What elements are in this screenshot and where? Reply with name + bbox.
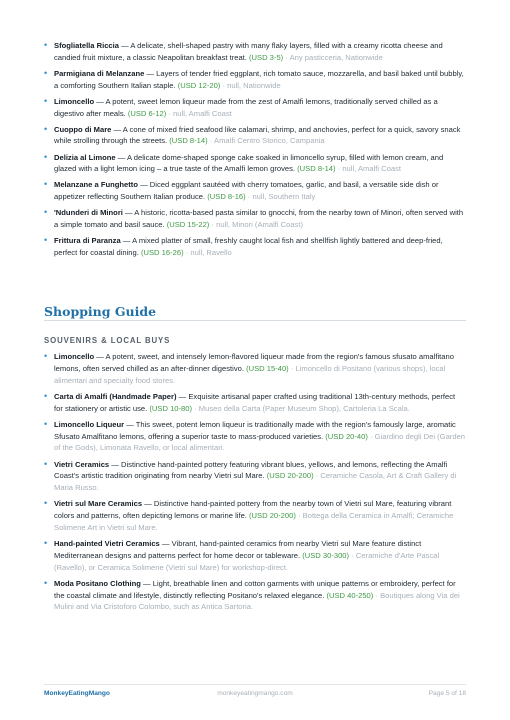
list-item: • Moda Positano Clothing — Light, breathable linen and cotton garments with unique patterns or embroidery, perfect for the coastal climate and lifestyle, distinctly reflecting Positano's relaxed elegance. (USD 40-250) · Boutiques along Via dei Mulini and Via Cristoforo Colombo, such as Antica Sartoria. [44,577,460,612]
item-price: (USD 20-200) [249,511,296,521]
item-location: Ceramiche d'Arte Pascal (Ravello), or Ceramica Solimene (Vietri sul Mare) for workshop-direct. [54,550,440,572]
list-item: • Cuoppo di Mare — A cone of mixed fried seafood like calamari, shrimp, and anchovies, perfect for a quick, savory snack while strolling through the streets. (USD 8-14) · Amalfi Centro Storico, Campania [44,123,461,146]
item-name: Limoncello [54,352,95,361]
section-subheading: SOUVENIRS & LOCAL BUYS [44,336,171,345]
list-item: • Carta di Amalfi (Handmade Paper) — Exquisite artisanal paper crafted using traditional 13th-century methods, perfect for stationery or artistic use. (USD 10-80) · Museo della Carta (Paper Museum Shop), Cartoleria La Scala. [44,390,456,413]
item-name: Melanzane a Funghetto [54,180,138,190]
item-name: Cuoppo di Mare [54,124,112,134]
item-description: Exquisite artisanal paper crafted using traditional 13th-century methods, perfect for stationery or artistic use. [54,391,456,413]
item-price: (USD 8-14) [297,164,336,174]
list-item: • Vietri Ceramics — Distinctive hand-painted pottery featuring vibrant blues, yellows, and lemons, reflecting the Amalfi Coast's artistic tradition originating from nearby Vietri sul Mare. (USD 20-200) · Ceramiche Casola, Art & Craft Gallery di Maria Russo. [44,458,457,493]
list-item: • Vietri sul Mare Ceramics — Distinctive hand-painted pottery from the nearby town of Vietri sul Mare, featuring vibrant colors and patterns, often depicting lemons or marine life. (USD 20-200) · Bottega della Ceramica in Amalfi; Ceramiche Solimene Art in Vietri sul Mare. [44,498,454,532]
item-location: null, Ravello [190,248,232,258]
item-description: A potent, sweet, and intensely lemon-flavored liqueur made from the region's famous sfusato amalfitano lemons, often served chilled as an after-dinner digestivo. [54,352,454,373]
list-item: • Limoncello Liqueur — This sweet, potent lemon liqueur is traditionally made with the region's famously large, aromatic Sfusato Amalfitano lemons, offering a superior taste to mass-produced varieties. (USD 20-40) · Giardino degli Dei (Garden of the Gods), Limonata Ravello, or local alimentari. [44,418,465,453]
list-item: • Delizia al Limone — A delicate dome-shaped sponge cake soaked in limoncello syrup, filled with lemon cream, and glazed with a light lemon icing – a true taste of the Amalfi lemon groves. (USD 8-14) · null, Amalfi Coast [44,151,444,174]
item-price: (USD 20-40) [325,431,368,441]
bullet-dot-icon: • [44,179,48,190]
item-name: Parmigiana di Melanzane [54,68,145,78]
item-description: Layers of tender fried eggplant, rich tomato sauce, mozzarella, and basil baked until bubbly, a comforting Southern Italian staple. [54,68,464,90]
shopping-list [0,351,510,618]
bullet-dot-icon: • [44,351,48,361]
list-item: • Hand-painted Vietri Ceramics — Vibrant, hand-painted ceramics from nearby Vietri sul Mare feature distinct Mediterranean designs and patterns perfect for home decor or tableware. (USD 30-300) · Ceramiche d'Arte Pascal (Ravello), or Ceramica Solimene (Vietri sul Mare) for workshop-direct. [44,538,440,572]
list-item: • Limoncello — A potent, sweet, and intensely lemon-flavored liqueur made from the region's famous sfusato amalfitano lemons, often served chilled as an after-dinner digestivo. (USD 15-40) · Limoncello di Positano (various shops), local alimentari and specialty food stores. [44,351,454,385]
item-location: Museo della Carta (Paper Museum Shop), Cartoleria La Scala. [198,403,410,413]
item-price: (USD 6-12) [127,108,167,118]
bullet-dot-icon: • [44,40,48,50]
item-price: (USD 30-300) [302,550,350,560]
list-item: • Sfogliatella Riccia — A delicate, shell-shaped pastry with many flaky layers, filled with a creamy ricotta cheese and candied fruit mixture, a classic Neapolitan breakfast treat. (USD 3-5) · Any pasticceria, Nationwide [44,40,443,62]
item-name: Vietri sul Mare Ceramics [54,499,143,509]
item-price: (USD 15-40) [246,363,289,373]
food-list [0,40,510,263]
item-location: null, Amalfi Coast [342,164,401,174]
item-name: Limoncello [54,96,95,106]
item-name: Hand-painted Vietri Ceramics [54,539,160,549]
item-location: null, Southern Italy [252,192,316,202]
list-item: • Parmigiana di Melanzane — Layers of tender fried eggplant, rich tomato sauce, mozzarella, and basil baked until bubbly, a comforting Southern Italian staple. (USD 12-20) · null, Nationwide [44,67,464,90]
bullet-dot-icon: • [44,123,48,134]
item-location: null, Amalfi Coast [173,108,232,118]
footer-site-link[interactable]: monkeyeatingmango.com [217,690,293,697]
item-name: 'Ndunderi di Minori [54,208,123,218]
item-price: (USD 20-200) [266,471,314,481]
item-location: Amalfi Centro Storico, Campania [214,136,325,146]
footer-divider [44,684,466,685]
item-location: Any pasticceria, Nationwide [289,52,383,62]
item-description: Distinctive hand-painted pottery from the nearby town of Vietri sul Mare, featuring vibrant colors and patterns, often depicting lemons or marine life. [54,499,452,521]
item-description: A mixed platter of small, freshly caught local fish and shellfish lightly battered and deep-fried, perfect for coastal dining. [54,236,443,258]
page-footer [44,690,466,702]
section-title: Shopping Guide [44,304,157,319]
bullet-dot-icon: • [44,458,48,469]
bullet-dot-icon: • [44,67,48,78]
item-name: Carta di Amalfi (Handmade Paper) [54,391,177,401]
item-price: (USD 8-14) [169,136,208,146]
item-name: Frittura di Paranza [54,236,121,246]
bullet-dot-icon: • [44,390,48,401]
list-item: • Melanzane a Funghetto — Diced eggplant sautéed with cherry tomatoes, garlic, and basil, a versatile side dish or appetizer reflecting Southern Italian produce. (USD 8-16) · null, Southern Italy [44,179,439,202]
item-name: Moda Positano Clothing [54,578,141,588]
item-description: Diced eggplant sautéed with cherry tomatoes, garlic, and basil, a versatile side dish or appetizer reflecting Southern Italian produce. [54,180,439,202]
bullet-dot-icon: • [44,235,48,246]
item-price: (USD 40-250) [326,590,374,600]
item-description: A delicate, shell-shaped pastry with many flaky layers, filled with a creamy ricotta cheese and candied fruit mixture, a classic Neapolitan breakfast treat. [54,41,443,62]
item-location: null, Nationwide [227,80,281,90]
section-divider [44,320,466,321]
list-item: • Frittura di Paranza — A mixed platter of small, freshly caught local fish and shellfish lightly battered and deep-fried, perfect for coastal dining. (USD 16-26) · null, Ravello [44,235,443,258]
item-description: A cone of mixed fried seafood like calamari, shrimp, and anchovies, perfect for a quick, savory snack while strolling through the streets. [54,124,461,146]
bullet-dot-icon: • [44,151,48,162]
item-location: Limoncello di Positano (various shops), local alimentari and specialty food stores. [54,363,446,385]
item-price: (USD 16-26) [140,248,184,258]
item-price: (USD 8-16) [207,192,246,202]
item-location: Giardino degli Dei (Garden of the Gods), Limonata Ravello, or local alimentari. [54,431,465,453]
item-location: Bottega della Ceramica in Amalfi; Ceramiche Solimene Art in Vietri sul Mare. [54,511,454,532]
item-location: Ceramiche Casola, Art & Craft Gallery di Maria Russo. [54,471,457,493]
item-name: Vietri Ceramics [54,459,110,469]
footer-brand: MonkeyEatingMango [44,690,110,697]
bullet-dot-icon: • [44,95,48,106]
bullet-dot-icon: • [44,418,48,429]
page-number: Page 5 of 18 [428,690,466,697]
item-description: A delicate dome-shaped sponge cake soaked in limoncello syrup, filled with lemon cream, and glazed with a light lemon icing – a true taste of the Amalfi lemon groves. [54,152,444,174]
item-description: Vibrant, hand-painted ceramics from nearby Vietri sul Mare feature distinct Mediterranean designs and patterns perfect for home decor or tableware. [54,539,422,560]
item-location: null, Minori (Amalfi Coast) [216,220,304,230]
item-price: (USD 3-5) [249,52,284,62]
item-price: (USD 12-20) [177,80,221,90]
item-description: A potent, sweet lemon liqueur made from the zest of Amalfi lemons, traditionally served chilled as a digestivo after meals. [54,96,438,118]
item-name: Sfogliatella Riccia [54,41,119,50]
item-name: Limoncello Liqueur [54,419,125,429]
item-name: Delizia al Limone [54,152,116,162]
bullet-dot-icon: • [44,577,48,588]
item-description: Light, breathable linen and cotton garments with unique patterns or embroidery, perfect for the coastal climate and lifestyle, distinctly reflecting Positano's relaxed elegance. [54,578,456,600]
list-item: • 'Ndunderi di Minori — A historic, ricotta-based pasta similar to gnocchi, from the nearby town of Minori, often served with a simple tomato and basil sauce. (USD 15-22) · null, Minori (Amalfi Coast) [44,207,464,230]
bullet-dot-icon: • [44,498,48,509]
item-description: A historic, ricotta-based pasta similar to gnocchi, from the nearby town of Minori, often served with a simple tomato and basil sauce. [54,208,464,230]
bullet-dot-icon: • [44,207,48,218]
bullet-dot-icon: • [44,538,48,549]
item-location: Boutiques along Via dei Mulini and Via Cristoforo Colombo, such as Antica Sartoria. [54,590,460,612]
item-description: This sweet, potent lemon liqueur is traditionally made with the region's famously large, aromatic Sfusato Amalfitano lemons, offering a superior taste to mass-produced varieties. [54,419,456,441]
item-price: (USD 10-80) [149,403,193,413]
list-item: • Limoncello — A potent, sweet lemon liqueur made from the zest of Amalfi lemons, traditionally served chilled as a digestivo after meals. (USD 6-12) · null, Amalfi Coast [44,95,438,118]
item-price: (USD 15-22) [166,220,210,230]
item-description: Distinctive hand-painted pottery featuring vibrant blues, yellows, and lemons, reflecting the Amalfi Coast's artistic tradition originating from nearby Vietri sul Mare. [54,459,448,481]
